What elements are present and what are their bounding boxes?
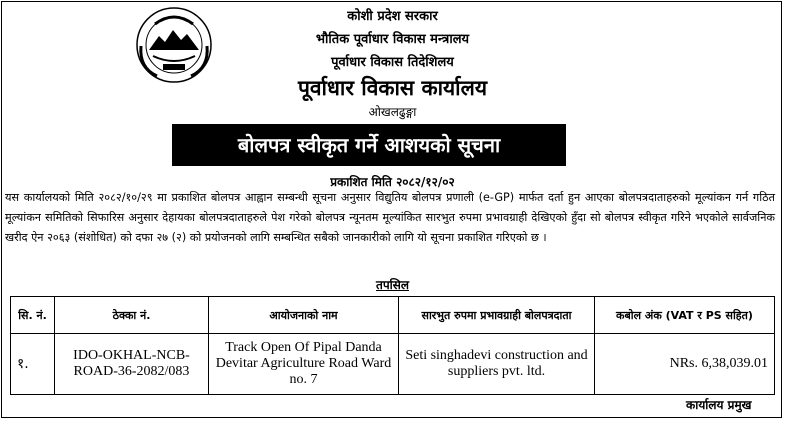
notice-body: यस कार्यालयको मिति २०८२/१०/२९ मा प्रकाशित बोलपत्र आह्वान सम्बन्धी सूचना अनुसार विद्युतिय बोलपत्र प्रणाली (e-GP) मार्फत दर्ता हुन आएका बोलपत्रदाताहरुको मूल्यांकन गर्न गठित मूल्यांकन समितिको सिफारिस अनुसार देहायका बोलपत्रदाताहरुले पेश गरेको बोलपत्र न्यूनतम मूल्यांकित सारभुत रुपमा प्रभावग्राही देखिएको हुँदा सो बोलपत्र स्वीकृत गरिने भएकोले सार्वजनिक खरीद ऐन २०६३ (संशोधित) को दफा २७ (२) को प्रयोजनको लागि सम्बन्धित सबैको जानकारीको लागि यो सूचना प्रकाशित गरिएको छ ।	[5, 191, 775, 244]
notice-banner: बोलपत्र स्वीकृत गर्ने आशयको सूचना	[172, 124, 566, 166]
header-amount: कबोल अंक (VAT र PS सहित)	[595, 297, 775, 334]
header-sn: सि. नं.	[11, 297, 55, 334]
cell-sn: १.	[11, 334, 55, 395]
header-bidder: सारभुत रुपमा प्रभावग्राही बोलपत्रदाता	[399, 297, 595, 334]
header-line-2: भौतिक पूर्वाधार विकास मन्त्रालय	[315, 32, 470, 47]
office-title: पूर्वाधार विकास कार्यालय	[297, 76, 488, 100]
office-location: ओखलढुङ्गा	[368, 105, 417, 119]
header-line-1: कोशी प्रदेश सरकार	[347, 9, 438, 24]
cell-amount: NRs. 6,38,039.01	[595, 334, 775, 395]
cell-contract-no: IDO-OKHAL-NCB-ROAD-36-2082/083	[55, 334, 209, 395]
cell-project: Track Open Of Pipal Danda Devitar Agriculture Road Ward no. 7	[209, 334, 399, 395]
header-contract-no: ठेक्का नं.	[55, 297, 209, 334]
cell-bidder: Seti singhadevi construction and suppliers pvt. ltd.	[399, 334, 595, 395]
header-line-3: पूर्वाधार विकास तिदेशिलय	[331, 55, 454, 70]
published-date: प्रकाशित मिति २०८२/१२/०२	[330, 175, 455, 189]
table-caption: तपसिल	[375, 278, 409, 292]
bid-table	[10, 296, 775, 395]
signoff: कार्यालय प्रमुख	[686, 398, 752, 412]
table-row	[11, 334, 775, 395]
table-header-row	[11, 297, 775, 334]
header-project: आयोजनाको नाम	[209, 297, 399, 334]
